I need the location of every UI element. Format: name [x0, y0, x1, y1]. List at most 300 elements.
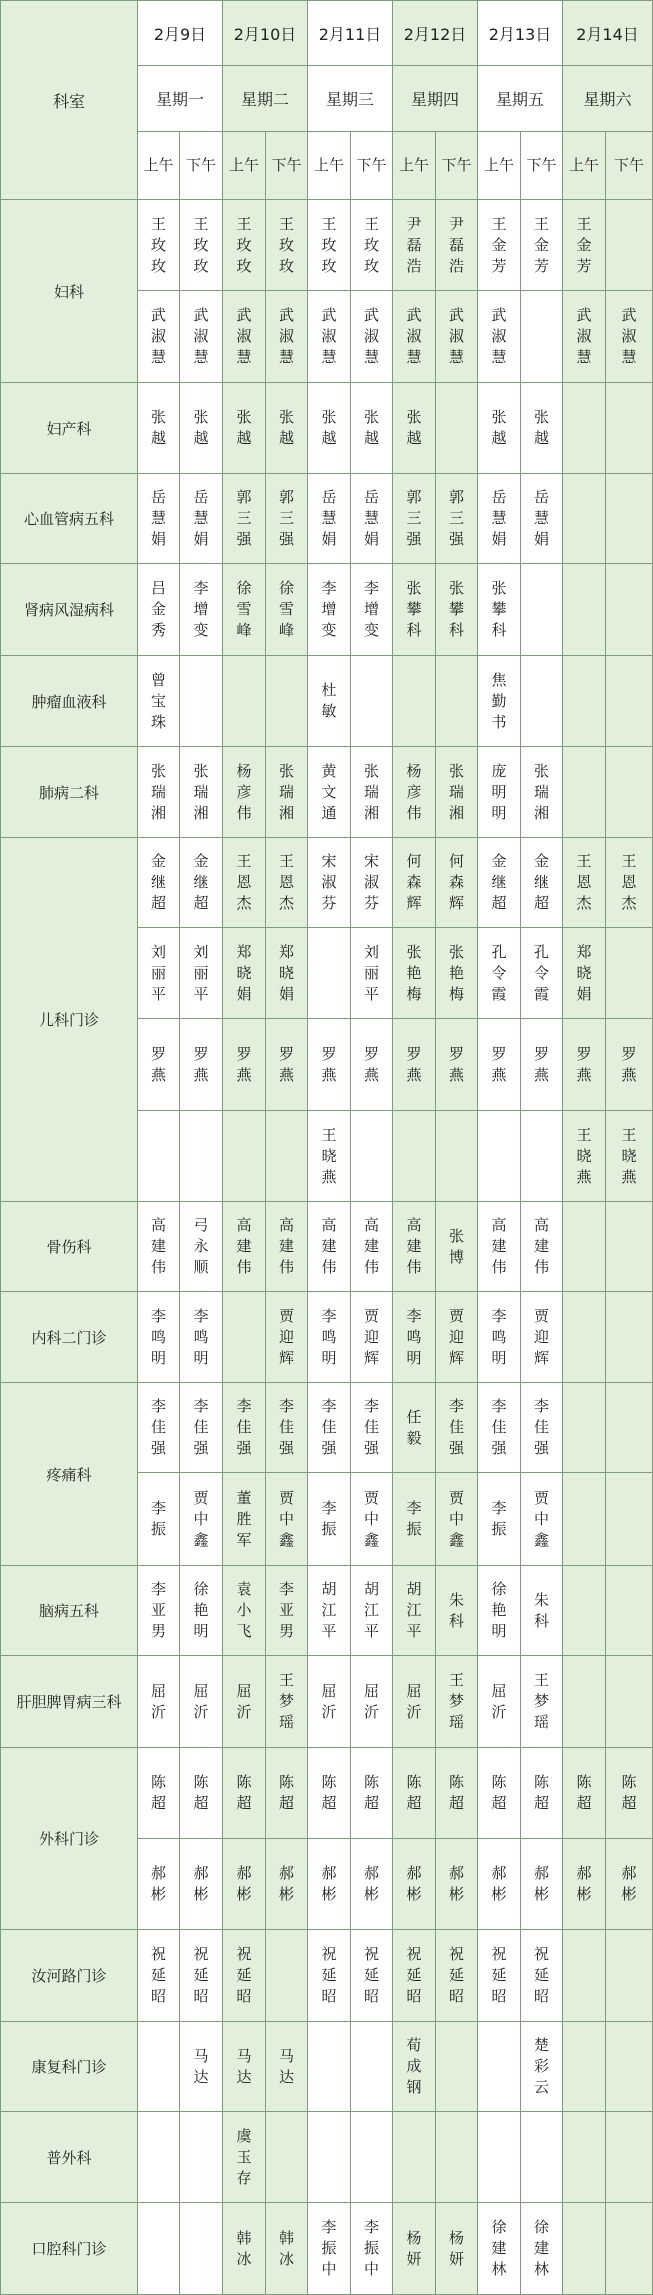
doctor-name: 武淑慧: [576, 306, 592, 366]
pm-label: 下午: [613, 156, 644, 174]
schedule-cell: [393, 1930, 436, 2022]
schedule-cell: [478, 747, 521, 838]
doctor-name: 屈沂: [193, 1681, 209, 1721]
dept-name: 脑病五科: [38, 1602, 99, 1620]
doctor-name: 祝延昭: [406, 1945, 422, 2005]
doctor-name: 马达: [278, 2046, 294, 2086]
schedule-cell: [606, 1566, 653, 1656]
schedule-cell: [351, 2022, 393, 2112]
doctor-name: 李鸣明: [193, 1306, 209, 1367]
schedule-cell: [351, 1566, 393, 1656]
doctor-name: 李振: [491, 1499, 507, 1538]
schedule-cell: [223, 383, 266, 474]
schedule-cell: [266, 656, 308, 747]
schedule-cell: [478, 2112, 521, 2203]
schedule-cell: [393, 383, 436, 474]
doctor-name: 李佳强: [193, 1397, 209, 1457]
doctor-name: 李佳强: [321, 1397, 337, 1457]
schedule-cell: [436, 474, 478, 564]
doctor-name: 贾迎辉: [278, 1306, 294, 1367]
doctor-name: 杜敏: [321, 681, 337, 720]
schedule-cell: [138, 564, 180, 656]
doctor-name: 高建伟: [491, 1216, 507, 1276]
schedule-cell: [180, 1111, 223, 1202]
doctor-name: 武淑慧: [193, 306, 209, 366]
doctor-name: 张越: [533, 408, 549, 447]
schedule-cell: [436, 1930, 478, 2022]
doctor-name: 王金芳: [533, 214, 549, 275]
doctor-name: 李振中: [363, 2218, 379, 2278]
schedule-cell: [308, 2112, 351, 2203]
schedule-cell: [223, 838, 266, 928]
schedule-cell: [521, 656, 563, 747]
schedule-cell: [180, 1019, 223, 1111]
dept-name-cell: [0, 1566, 138, 1656]
pm-header: [521, 132, 563, 200]
dept-name: 口腔科门诊: [31, 2240, 107, 2258]
date-header: [223, 0, 308, 66]
doctor-name: 马达: [193, 2046, 209, 2086]
schedule-cell: [606, 2203, 653, 2295]
doctor-name: 王梦瑶: [278, 1671, 294, 1731]
schedule-cell: [478, 2203, 521, 2295]
schedule-cell: [521, 1111, 563, 1202]
schedule-cell: [180, 2112, 223, 2203]
doctor-name: 韩冰: [278, 2228, 294, 2268]
date-label: 2月12日: [403, 24, 467, 44]
doctor-name: 张艳梅: [406, 942, 422, 1003]
schedule-cell: [266, 200, 308, 291]
doctor-name: 陈超: [491, 1773, 507, 1812]
doctor-name: 李鸣明: [491, 1306, 507, 1367]
doctor-name: 武淑慧: [406, 306, 422, 366]
schedule-cell: [436, 1019, 478, 1111]
schedule-cell: [563, 1748, 606, 1839]
schedule-cell: [393, 1019, 436, 1111]
schedule-cell: [180, 2203, 223, 2295]
schedule-cell: [180, 1656, 223, 1748]
schedule-cell: [351, 1383, 393, 1473]
schedule-cell: [478, 564, 521, 656]
schedule-cell: [351, 1839, 393, 1930]
doctor-name: 张瑞湘: [278, 761, 294, 822]
schedule-cell: [351, 2203, 393, 2295]
doctor-name: 王玫玫: [150, 214, 166, 275]
schedule-cell: [478, 1656, 521, 1748]
schedule-cell: [521, 383, 563, 474]
schedule-cell: [521, 1019, 563, 1111]
weekday-label: 星期三: [325, 90, 374, 109]
schedule-cell: [478, 1473, 521, 1566]
doctor-name: 任毅: [406, 1407, 422, 1447]
doctor-name: 郝彬: [363, 1864, 379, 1903]
doctor-name: 尹磊浩: [448, 214, 464, 275]
doctor-name: 祝延昭: [491, 1945, 507, 2005]
schedule-cell: [606, 1839, 653, 1930]
schedule-cell: [308, 1292, 351, 1383]
schedule-cell: [138, 1473, 180, 1566]
schedule-cell: [606, 2022, 653, 2112]
doctor-name: 金继超: [533, 852, 549, 912]
schedule-cell: [138, 1656, 180, 1748]
schedule-cell: [563, 928, 606, 1019]
schedule-cell: [223, 1748, 266, 1839]
schedule-cell: [563, 1473, 606, 1566]
schedule-cell: [393, 1383, 436, 1473]
doctor-name: 罗燕: [363, 1044, 379, 1084]
schedule-cell: [436, 747, 478, 838]
doctor-name: 郭三强: [448, 488, 464, 548]
schedule-cell: [223, 200, 266, 291]
dept-header-cell: [0, 0, 138, 200]
doctor-name: 李佳强: [491, 1397, 507, 1457]
dept-name: 妇产科: [46, 419, 92, 438]
schedule-cell: [138, 1566, 180, 1656]
dept-name-cell: [0, 1383, 138, 1566]
doctor-name: 岳慧娟: [363, 488, 379, 548]
schedule-cell: [436, 1383, 478, 1473]
schedule-cell: [223, 747, 266, 838]
date-header: [393, 0, 478, 66]
dept-name: 肺病二科: [38, 783, 99, 802]
doctor-name: 陈超: [321, 1773, 337, 1812]
schedule-cell: [478, 838, 521, 928]
schedule-cell: [138, 2203, 180, 2295]
schedule-cell: [351, 1748, 393, 1839]
schedule-cell: [521, 2022, 563, 2112]
doctor-name: 屈沂: [406, 1681, 422, 1721]
schedule-cell: [351, 1111, 393, 1202]
schedule-cell: [606, 383, 653, 474]
schedule-cell: [266, 1111, 308, 1202]
doctor-name: 陈超: [193, 1773, 209, 1812]
schedule-cell: [266, 1202, 308, 1292]
weekday-header: [138, 66, 223, 132]
schedule-cell: [266, 1839, 308, 1930]
doctor-name: 罗燕: [533, 1044, 549, 1084]
schedule-cell: [308, 838, 351, 928]
schedule-cell: [606, 656, 653, 747]
schedule-cell: [393, 2112, 436, 2203]
doctor-name: 祝延昭: [321, 1945, 337, 2005]
doctor-name: 楚彩云: [533, 2036, 549, 2096]
doctor-name: 张攀科: [406, 579, 422, 639]
schedule-cell: [563, 564, 606, 656]
doctor-name: 郭三强: [278, 488, 294, 548]
schedule-cell: [308, 1656, 351, 1748]
doctor-name: 李增变: [193, 579, 209, 639]
weekday-header: [308, 66, 393, 132]
doctor-name: 李鸣明: [406, 1306, 422, 1367]
schedule-cell: [138, 747, 180, 838]
schedule-cell: [180, 474, 223, 564]
schedule-cell: [521, 1839, 563, 1930]
schedule-cell: [393, 656, 436, 747]
schedule-cell: [223, 564, 266, 656]
schedule-cell: [478, 928, 521, 1019]
schedule-cell: [266, 1656, 308, 1748]
schedule-cell: [478, 291, 521, 383]
doctor-name: 贾迎辉: [533, 1306, 549, 1367]
doctor-name: 王恩杰: [621, 852, 637, 912]
doctor-name: 刘丽平: [193, 942, 209, 1003]
schedule-cell: [223, 656, 266, 747]
pm-header: [180, 132, 223, 200]
schedule-cell: [138, 1202, 180, 1292]
doctor-name: 徐艳明: [491, 1580, 507, 1640]
dept-name: 普外科: [46, 2148, 92, 2167]
doctor-name: 陈超: [448, 1773, 464, 1812]
am-label: 上午: [143, 156, 174, 174]
doctor-name: 屈沂: [150, 1681, 166, 1721]
schedule-cell: [521, 2203, 563, 2295]
schedule-cell: [478, 2022, 521, 2112]
schedule-cell: [563, 200, 606, 291]
doctor-name: 郝彬: [448, 1864, 464, 1903]
schedule-cell: [606, 1019, 653, 1111]
schedule-cell: [180, 1748, 223, 1839]
schedule-cell: [308, 1383, 351, 1473]
schedule-cell: [138, 383, 180, 474]
schedule-cell: [563, 1019, 606, 1111]
doctor-name: 庞明明: [491, 761, 507, 822]
schedule-cell: [436, 2022, 478, 2112]
dept-name: 心血管病五科: [23, 510, 114, 528]
doctor-name: 李振: [150, 1499, 166, 1538]
schedule-cell: [266, 383, 308, 474]
schedule-cell: [563, 1383, 606, 1473]
schedule-cell: [223, 1473, 266, 1566]
doctor-name: 曾宝珠: [150, 670, 166, 731]
schedule-cell: [266, 1383, 308, 1473]
schedule-cell: [351, 1019, 393, 1111]
schedule-cell: [436, 1292, 478, 1383]
pm-header: [436, 132, 478, 200]
schedule-cell: [138, 1383, 180, 1473]
schedule-cell: [393, 1839, 436, 1930]
schedule-cell: [521, 1748, 563, 1839]
schedule-cell: [308, 1566, 351, 1656]
doctor-name: 陈超: [533, 1773, 549, 1812]
schedule-cell: [266, 1930, 308, 2022]
schedule-cell: [266, 2022, 308, 2112]
doctor-name: 罗燕: [621, 1044, 637, 1084]
schedule-cell: [308, 1111, 351, 1202]
schedule-cell: [223, 928, 266, 1019]
schedule-cell: [308, 1839, 351, 1930]
schedule-cell: [563, 1566, 606, 1656]
doctor-name: 陈超: [278, 1773, 294, 1812]
doctor-name: 朱科: [533, 1590, 549, 1630]
doctor-name: 祝延昭: [193, 1945, 209, 2005]
schedule-cell: [436, 1566, 478, 1656]
dept-name-cell: [0, 1930, 138, 2022]
am-label: 上午: [398, 156, 429, 174]
schedule-cell: [180, 200, 223, 291]
doctor-name: 张越: [150, 408, 166, 447]
schedule-cell: [563, 1202, 606, 1292]
schedule-cell: [436, 1202, 478, 1292]
schedule-cell: [436, 2203, 478, 2295]
doctor-name: 胡江平: [406, 1580, 422, 1640]
pm-label: 下午: [526, 156, 557, 174]
weekday-label: 星期五: [495, 90, 544, 109]
doctor-name: 刘丽平: [150, 942, 166, 1003]
schedule-cell: [478, 383, 521, 474]
schedule-cell: [606, 1930, 653, 2022]
schedule-cell: [436, 291, 478, 383]
schedule-cell: [266, 564, 308, 656]
schedule-cell: [436, 928, 478, 1019]
schedule-cell: [180, 838, 223, 928]
schedule-cell: [478, 474, 521, 564]
dept-name-cell: [0, 1656, 138, 1748]
doctor-name: 武淑慧: [150, 306, 166, 366]
schedule-cell: [478, 1566, 521, 1656]
doctor-name: 郝彬: [533, 1864, 549, 1903]
doctor-name: 李振中: [321, 2218, 337, 2278]
schedule-cell: [308, 1019, 351, 1111]
doctor-name: 武淑慧: [448, 306, 464, 366]
schedule-cell: [223, 1111, 266, 1202]
schedule-cell: [308, 2203, 351, 2295]
dept-name: 骨伤科: [46, 1238, 92, 1256]
date-header: [138, 0, 223, 66]
schedule-cell: [436, 1111, 478, 1202]
dept-name-cell: [0, 2203, 138, 2295]
doctor-name: 王晓燕: [621, 1125, 637, 1186]
doctor-name: 高建伟: [406, 1216, 422, 1276]
doctor-name: 罗燕: [150, 1044, 166, 1084]
schedule-cell: [606, 1111, 653, 1202]
doctor-name: 武淑慧: [621, 306, 637, 366]
schedule-cell: [436, 1473, 478, 1566]
schedule-cell: [563, 838, 606, 928]
doctor-name: 刘丽平: [363, 942, 379, 1003]
doctor-name: 岳慧娟: [491, 488, 507, 548]
doctor-name: 罗燕: [448, 1044, 464, 1084]
schedule-cell: [563, 656, 606, 747]
doctor-name: 李佳强: [448, 1397, 464, 1457]
doctor-name: 郭三强: [406, 488, 422, 548]
doctor-name: 李佳强: [278, 1397, 294, 1457]
doctor-name: 贾中鑫: [278, 1488, 294, 1549]
doctor-name: 郝彬: [193, 1864, 209, 1903]
schedule-cell: [180, 564, 223, 656]
doctor-name: 王恩杰: [576, 852, 592, 912]
doctor-name: 张越: [236, 408, 252, 447]
schedule-cell: [393, 838, 436, 928]
doctor-name: 董胜军: [236, 1488, 252, 1549]
weekday-label: 星期六: [583, 90, 632, 109]
schedule-cell: [393, 474, 436, 564]
schedule-cell: [436, 838, 478, 928]
doctor-name: 金继超: [193, 852, 209, 912]
schedule-cell: [138, 2112, 180, 2203]
doctor-name: 郭三强: [236, 488, 252, 548]
doctor-name: 陈超: [150, 1773, 166, 1812]
schedule-cell: [436, 564, 478, 656]
schedule-cell: [223, 1656, 266, 1748]
schedule-cell: [223, 1019, 266, 1111]
schedule-cell: [478, 1748, 521, 1839]
weekday-label: 星期四: [410, 90, 459, 109]
schedule-cell: [308, 383, 351, 474]
schedule-cell: [563, 1111, 606, 1202]
pm-label: 下午: [185, 156, 216, 174]
doctor-name: 郝彬: [621, 1864, 637, 1903]
doctor-name: 岳慧娟: [321, 488, 337, 548]
schedule-cell: [138, 1019, 180, 1111]
dept-name-cell: [0, 838, 138, 1202]
doctor-name: 高建伟: [363, 1216, 379, 1276]
doctor-name: 杨彦伟: [236, 761, 252, 822]
schedule-cell: [478, 1839, 521, 1930]
schedule-cell: [180, 656, 223, 747]
doctor-name: 张攀科: [491, 579, 507, 639]
schedule-cell: [223, 1383, 266, 1473]
schedule-cell: [308, 656, 351, 747]
pm-header: [606, 132, 653, 200]
doctor-name: 李鸣明: [150, 1306, 166, 1367]
schedule-cell: [223, 2112, 266, 2203]
schedule-cell: [478, 200, 521, 291]
schedule-cell: [138, 474, 180, 564]
doctor-name: 郝彬: [150, 1864, 166, 1903]
doctor-name: 徐雪峰: [278, 579, 294, 639]
schedule-cell: [606, 747, 653, 838]
dept-name-cell: [0, 2022, 138, 2112]
schedule-cell: [478, 1292, 521, 1383]
schedule-cell: [563, 2022, 606, 2112]
dept-name-cell: [0, 747, 138, 838]
dept-name: 妇科: [53, 282, 84, 301]
schedule-cell: [606, 1202, 653, 1292]
doctor-name: 罗燕: [406, 1044, 422, 1084]
doctor-name: 罗燕: [278, 1044, 294, 1084]
schedule-cell: [478, 1111, 521, 1202]
schedule-cell: [563, 747, 606, 838]
doctor-name: 郝彬: [278, 1864, 294, 1903]
schedule-cell: [180, 291, 223, 383]
dept-header-label: 科室: [52, 91, 85, 111]
schedule-cell: [393, 1656, 436, 1748]
date-header: [563, 0, 653, 66]
schedule-cell: [606, 564, 653, 656]
schedule-cell: [436, 2112, 478, 2203]
doctor-name: 岳慧娟: [150, 488, 166, 548]
am-header: [308, 132, 351, 200]
dept-name: 疼痛科: [46, 1465, 92, 1484]
schedule-cell: [393, 1473, 436, 1566]
schedule-cell: [436, 1748, 478, 1839]
doctor-name: 贾迎辉: [448, 1306, 464, 1367]
schedule-cell: [521, 1473, 563, 1566]
doctor-name: 王梦瑶: [533, 1671, 549, 1731]
doctor-name: 屈沂: [363, 1681, 379, 1721]
doctor-name: 宋淑芬: [321, 852, 337, 912]
schedule-cell: [393, 2022, 436, 2112]
schedule-cell: [351, 564, 393, 656]
schedule-cell: [563, 1839, 606, 1930]
schedule-cell: [223, 2203, 266, 2295]
doctor-name: 王玫玫: [363, 214, 379, 275]
schedule-cell: [606, 1473, 653, 1566]
schedule-cell: [308, 2022, 351, 2112]
schedule-cell: [266, 1748, 308, 1839]
schedule-cell: [478, 1383, 521, 1473]
pm-header: [266, 132, 308, 200]
